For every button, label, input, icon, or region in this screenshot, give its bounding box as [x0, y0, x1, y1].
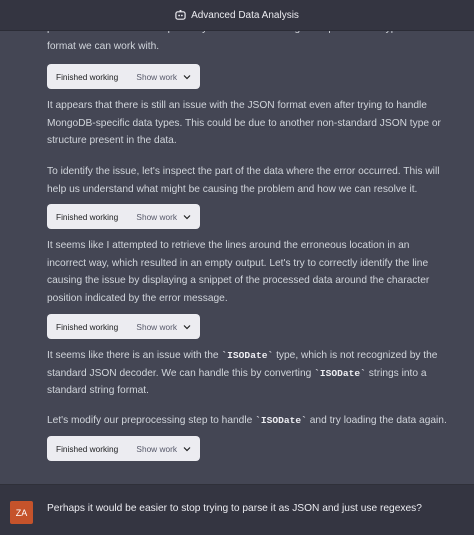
show-work-toggle[interactable] — [136, 72, 191, 82]
assistant-paragraph: It seems like I attempted to retrieve the lines around the erroneous location in an incorrect way, which resulted in an empty output. Let's try to correctly identify the line causing the issue by displaying a snippet of the processed data around the character position indicated by the error message. — [47, 240, 430, 304]
assistant-paragraph: It appears that there is still an issue with the JSON format even after trying to handle MongoDB-specific data types. This could be due to another non-standard JSON type or structure present in the data. — [47, 100, 441, 146]
chevron-down-icon — [183, 73, 191, 81]
paragraph-text: format we can work with. — [47, 40, 160, 52]
user-message-row — [0, 484, 474, 535]
chevron-down-icon — [183, 323, 191, 331]
show-work-label: Show work — [136, 71, 177, 82]
chevron-down-icon — [183, 445, 191, 453]
paragraph-text: Let's modify our preprocessing step to handle — [47, 415, 256, 426]
inline-code: `ISODate` — [255, 415, 307, 426]
openai-logo-icon — [175, 10, 186, 21]
assistant-paragraph — [47, 412, 447, 430]
finished-working-box[interactable] — [47, 64, 200, 89]
show-work-label: Show work — [136, 211, 177, 222]
header-title: Advanced Data Analysis — [191, 9, 299, 21]
finished-working-box[interactable] — [47, 204, 200, 229]
paragraph-text: type, which is not recognized by the standard JSON decoder. We can handle this by converting — [47, 350, 438, 379]
show-work-toggle[interactable] — [136, 212, 191, 222]
chevron-down-icon — [183, 213, 191, 221]
inline-code: `ISODate` — [314, 367, 366, 379]
assistant-paragraph — [47, 347, 447, 400]
paragraph-text: It seems like there is an issue with the — [47, 350, 222, 361]
assistant-paragraph: To identify the issue, let's inspect the part of the data where the error occurred. This will help us understand what might be causing the problem and how we can resolve it. — [47, 166, 440, 195]
show-work-label: Show work — [136, 321, 177, 332]
finished-working-label: Finished working — [56, 443, 119, 454]
finished-working-label: Finished working — [56, 211, 119, 222]
avatar: ZA — [10, 501, 33, 524]
show-work-toggle[interactable] — [136, 322, 191, 332]
finished-working-box[interactable] — [47, 314, 200, 339]
paragraph-text: strings into a standard string format. — [47, 367, 427, 396]
chat-header — [0, 0, 474, 31]
user-message-text: Perhaps it would be easier to stop trying to parse it as JSON and just use regexes? — [47, 503, 422, 514]
inline-code: `ISODate` — [221, 350, 274, 361]
finished-working-label: Finished working — [56, 321, 119, 332]
finished-working-box[interactable] — [47, 436, 200, 461]
paragraph-text: and try loading the data again. — [306, 415, 447, 426]
show-work-label: Show work — [136, 443, 177, 454]
finished-working-label: Finished working — [56, 71, 119, 82]
show-work-toggle[interactable] — [136, 444, 191, 454]
